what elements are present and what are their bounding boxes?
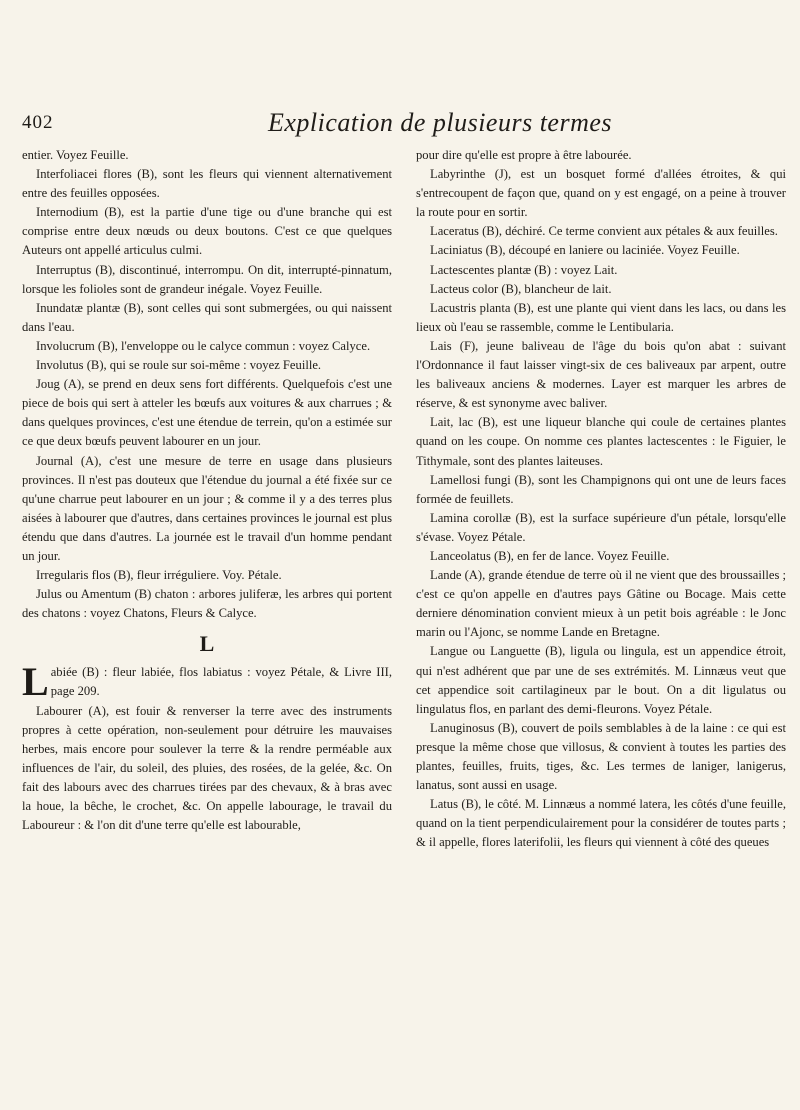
entry-text: Lanceolatus (B), en fer de lance. Voyez Feuille.: [430, 548, 670, 563]
glossary-entry: [416, 642, 786, 718]
page-header: [22, 108, 778, 142]
entry-text: Joug (A), se prend en deux sens fort différents. Quelquefois c'est une piece de bois qui sert à atteler les bœufs aux voitures & aux charrues ; & dans quelques provinces, c'est une étendue de terrein, qu'on a estimée sur ce que deux bœufs peuvent labourer en un jour.: [22, 377, 392, 449]
entry-text: Laceratus (B), déchiré. Ce terme convient aux pétales & aux feuilles.: [430, 224, 778, 239]
entry-text: Interruptus (B), discontinué, interrompu. On dit, interrupté-pinnatum, lorsque les folioles sont de grandeur inégale. Voyez Feuille.: [22, 262, 392, 296]
entry-text: Internodium (B), est la partie d'une tige ou d'une branche qui est comprise entre deux nœuds ou deux boutons. C'est ce que quelques Auteurs ont appellé articulus culmi.: [22, 205, 392, 258]
entry-text: Labourer (A), est fouir & renverser la terre avec des instruments propres à cette opération, non-seulement pour détruire les mauvaises herbes, mais encore pour soulever la terre & la rendre perméable aux influences de l'air, du soleil, des pluies, des rosées, de la gelée, &c. On fait des labours avec des charrues tirées par des chevaux, & à bras avec la houe, la bêche, le crochet, &c. On appelle labourage, le travail du Laboureur : & l'on dit d'une terre qu'elle est labourable,: [22, 703, 392, 833]
entry-text: Lamina corollæ (B), est la surface supérieure d'un pétale, lorsqu'elle s'évase. Voyez Pétale.: [416, 510, 786, 544]
glossary-entry: [416, 413, 786, 470]
right-column: [416, 146, 786, 852]
left-column: [22, 146, 392, 835]
entry-text: Lamellosi fungi (B), sont les Champignons qui ont une de leurs faces formée de feuillets.: [416, 472, 786, 506]
entry-text: Laciniatus (B), découpé en laniere ou laciniée. Voyez Feuille.: [430, 243, 740, 258]
glossary-entry: [416, 795, 786, 852]
entry-text: Inundatæ plantæ (B), sont celles qui sont submergées, ou qui naissent dans l'eau.: [22, 300, 392, 334]
entry-text: Journal (A), c'est une mesure de terre en usage dans plusieurs provinces. Il n'est pas douteux que l'étendue du journal a été fixée sur ce qu'une charrue peut labourer en un jour ; & comme il y a des terres plus aisées à labourer que d'autres, dans certaines provinces le journal est plus étendu que dans d'autres. La journée est le travail d'un homme pendant un jour.: [22, 453, 392, 563]
glossary-entry: [22, 356, 392, 375]
glossary-entry: [22, 165, 392, 203]
glossary-entry: [416, 241, 786, 260]
entry-text: Lacteus color (B), blancheur de lait.: [430, 281, 612, 296]
drop-cap: L: [22, 659, 49, 705]
entry-text: Irregularis flos (B), fleur irréguliere. Voy. Pétale.: [36, 568, 282, 583]
glossary-entry: [22, 337, 392, 356]
entry-text: Involutus (B), qui se roule sur soi-même : voyez Feuille.: [36, 358, 322, 373]
glossary-entry: [416, 566, 786, 642]
entry-text: Julus ou Amentum (B) chaton : arbores juliferæ, les arbres qui portent des chatons : voyez Chatons, Fleurs & Calyce.: [22, 587, 392, 621]
glossary-entry: [416, 509, 786, 547]
entry-text: entier. Voyez Feuille.: [22, 148, 129, 162]
glossary-entry: [22, 299, 392, 337]
section-letter: L: [199, 631, 215, 657]
glossary-entry: [416, 165, 786, 222]
entry-text: Lactescentes plantæ (B) : voyez Lait.: [430, 262, 618, 277]
glossary-entry: [22, 452, 392, 567]
glossary-entry: [22, 261, 392, 299]
glossary-entry: [416, 547, 786, 566]
running-title: Explication de plusieurs termes: [267, 108, 613, 137]
entry-text: Lait, lac (B), est une liqueur blanche qui coule de certaines plantes quand on les coupe. On nomme ces plantes lactescentes : le Figuier, le Tithymale, sont des plantes laiteuses.: [416, 415, 786, 468]
entry-text: Langue ou Languette (B), ligula ou lingula, est un appendice étroit, qui n'est adhérent que par une de ses extrémités. M. Linnæus veut que cet appendice soit cartilagineux par le bout. On a dit ligulatus ou lingulatus flos, en parlant des demi-fleurons. Voyez Pétale.: [416, 644, 786, 716]
entry-text: Lanuginosus (B), couvert de poils semblables à de la laine : ce qui est presque la même chose que villosus, & convient à toutes les parties des plantes, feuilles, fruits, tiges, &c. Les termes de laniger, lanigerus, lanatus, sont aussi en usage.: [416, 720, 786, 793]
glossary-entry: [416, 719, 786, 795]
glossary-entry: [416, 471, 786, 509]
entry-text: Interfoliacei flores (B), sont les fleurs qui viennent alternativement entre des feuilles opposées.: [22, 167, 392, 201]
glossary-entry: [416, 222, 786, 241]
glossary-entry: [22, 659, 392, 705]
glossary-entry: [22, 375, 392, 451]
page-number: 402: [22, 112, 54, 133]
glossary-entry: [22, 566, 392, 585]
entry-text: Latus (B), le côté. M. Linnæus a nommé latera, les côtés d'une feuille, quand on la tient perpendiculairement pour la considérer de toutes parts ; & il appelle, flores laterifolii, les fleurs qui viennent à côté des queues: [416, 797, 786, 850]
entry-text: pour dire qu'elle est propre à être labourée.: [416, 148, 632, 162]
glossary-entry: [416, 337, 786, 413]
entry-text: abiée (B) : fleur labiée, flos labiatus : voyez Pétale, & Livre III, page 209.: [50, 665, 392, 699]
entry-text: Involucrum (B), l'enveloppe ou le calyce commun : voyez Calyce.: [36, 338, 371, 353]
glossary-entry: [416, 280, 786, 299]
glossary-entry: [416, 261, 786, 280]
entry-text: Lacustris planta (B), est une plante qui vient dans les lacs, ou dans les lieux où l'eau se rassemble, comme le Lentibularia.: [416, 300, 786, 334]
glossary-entry: [416, 146, 786, 165]
glossary-entry: [22, 585, 392, 623]
glossary-entry: [22, 203, 392, 260]
glossary-entry: [22, 702, 392, 836]
entry-text: Labyrinthe (J), est un bosquet formé d'allées étroites, & qui s'entrecoupent de façon que, quand on y est engagé, on a peine à trouver la route pour en sortir.: [416, 167, 786, 220]
glossary-entry: [22, 146, 392, 165]
entry-text: Lande (A), grande étendue de terre où il ne vient que des broussailles ; c'est ce qu'on appelle en d'autres pays Gâtine ou Bocage. Mais cette derniere dénomination convient mieux à un petit bois agréable : le Jonc marin ou l'Ajonc, se nomme Lande en Bretagne.: [416, 568, 786, 640]
glossary-entry: [416, 299, 786, 337]
entry-text: Lais (F), jeune baliveau de l'âge du bois qu'on abat : suivant l'Ordonnance il faut laisser vingt-six de ces baliveaux par arpent, outre les baliveaux anciens & modernes. Layer est marquer les arbres de réserve, & est synonyme avec baliver.: [416, 338, 786, 411]
